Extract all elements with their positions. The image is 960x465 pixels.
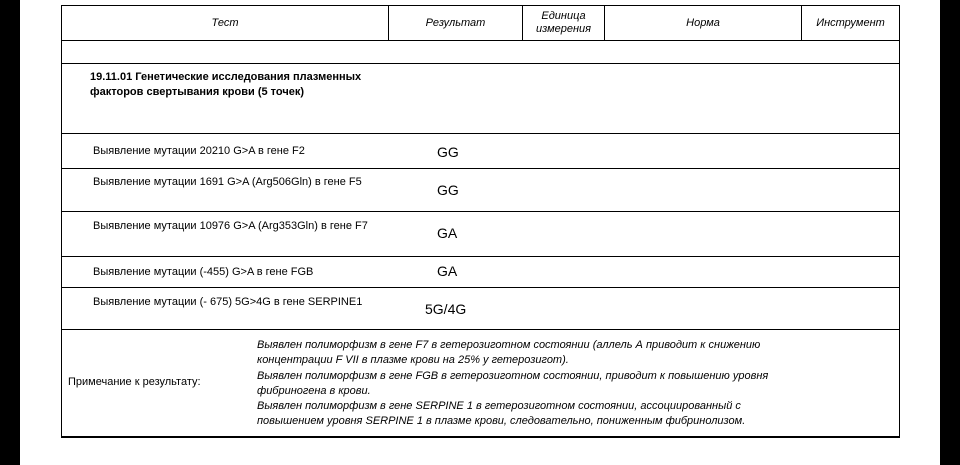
note-line: Выявлен полиморфизм в гене SERPINE 1 в гетерозиготном состоянии, ассоциированный с — [257, 400, 741, 413]
test-result: GA — [437, 225, 458, 241]
table-row — [62, 257, 899, 288]
result-note-row — [62, 330, 899, 436]
header-test: Тест — [62, 6, 389, 40]
note-text — [257, 338, 768, 430]
note-line: концентрации F VII в плазме крови на 25% у гетерозигот). — [257, 354, 569, 367]
header-norm: Норма — [605, 6, 802, 40]
section-title: 19.11.01 Генетические исследования плазменных факторов свертывания крови (5 точек) — [90, 71, 362, 98]
note-line: повышением уровня SERPINE 1 в плазме крови, следовательно, пониженным фибринолизом. — [257, 415, 746, 428]
test-name: Выявление мутации 10976 G>A (Arg353Gln) в гене F7 — [93, 220, 368, 232]
test-result: 5G/4G — [425, 301, 467, 317]
test-result: GA — [437, 263, 458, 279]
test-name: Выявление мутации 20210 G>A в гене F2 — [93, 145, 305, 157]
document-page — [20, 0, 940, 465]
table-row — [62, 134, 899, 169]
table-row — [62, 288, 899, 330]
table-row — [62, 212, 899, 257]
note-label: Примечание к результату: — [68, 376, 201, 388]
test-result: GG — [437, 182, 459, 198]
results-table — [61, 5, 900, 438]
test-name: Выявление мутации (- 675) 5G>4G в гене SERPINE1 — [93, 296, 363, 308]
header-result: Результат — [389, 6, 523, 40]
note-line: фибриногена в крови. — [257, 384, 371, 397]
test-result: GG — [437, 144, 459, 160]
table-header — [62, 6, 899, 41]
test-name: Выявление мутации 1691 G>A (Arg506Gln) в гене F5 — [93, 176, 362, 188]
note-line: Выявлен полиморфизм в гене FGB в гетерозиготном состоянии, приводит к повышению уровня — [257, 369, 769, 382]
section-row — [62, 64, 899, 134]
header-instrument: Инструмент — [816, 16, 885, 29]
test-name: Выявление мутации (-455) G>A в гене FGB — [93, 266, 314, 278]
empty-row — [62, 41, 899, 64]
note-line: Выявлен полиморфизм в гене F7 в гетерозиготном состоянии (аллель А приводит к снижению — [257, 339, 761, 351]
table-row — [62, 169, 899, 212]
header-unit: Единица измерения — [523, 6, 605, 40]
